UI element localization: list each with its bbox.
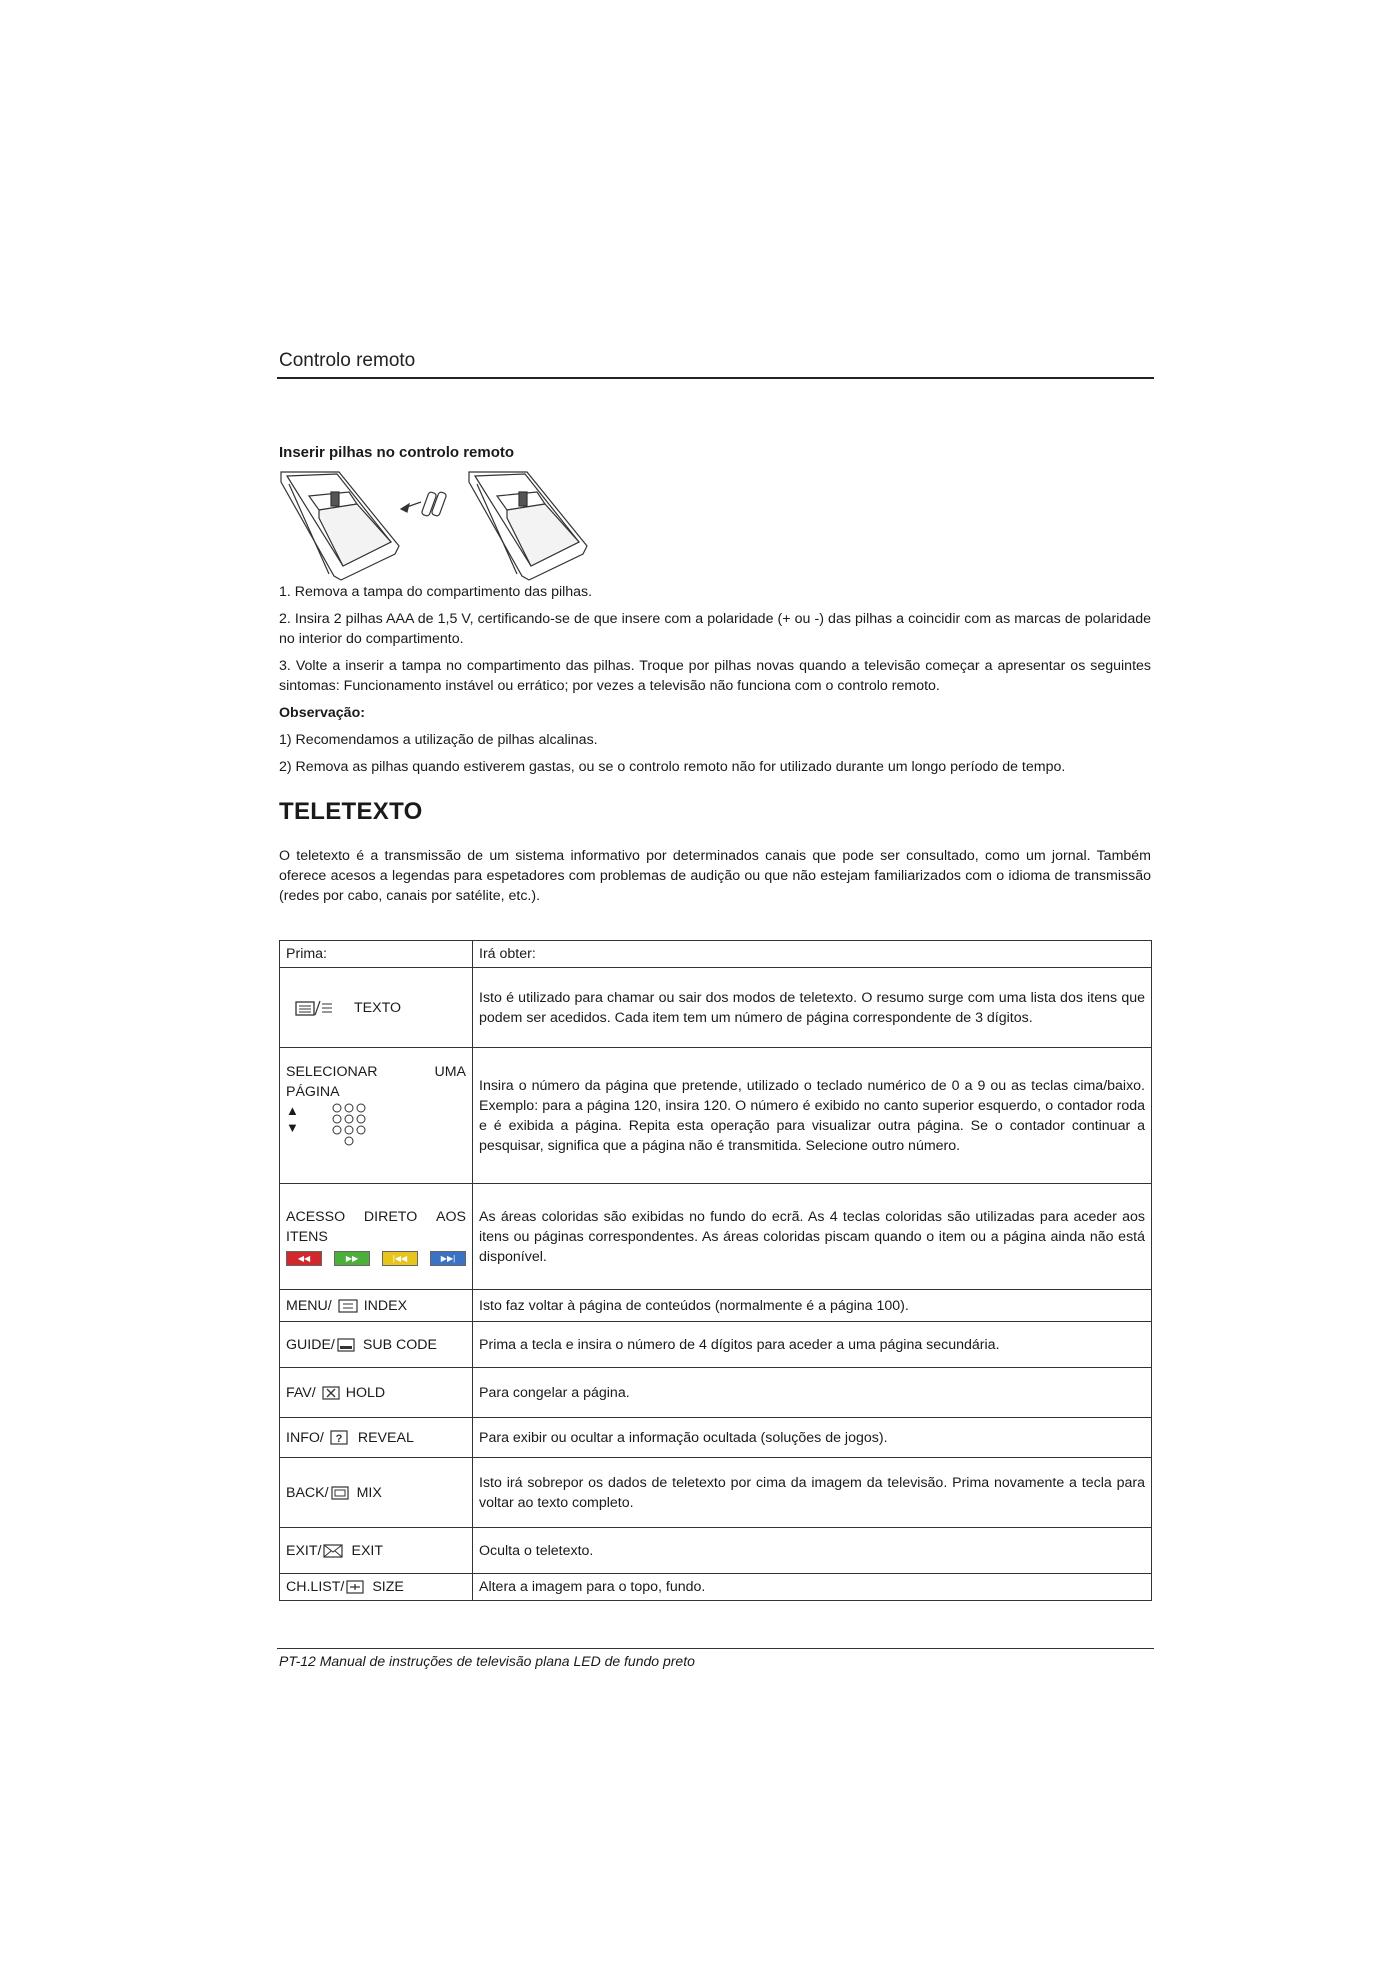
info-key-prefix: INFO/ [286,1429,324,1446]
text-key [286,998,466,1018]
text-key-label: TEXTO [354,999,402,1016]
numeric-keypad-icon [327,1102,377,1148]
select-label-c: PÁGINA [286,1084,340,1100]
index-icon [338,1299,358,1313]
note-title: Observação: [279,705,365,721]
table-row [280,968,1152,1048]
text-key-desc: Isto é utilizado para chamar ou sair dos modos de teletexto. O resumo surge com uma lista dos itens que podem ser acedidos. Cada item tem um número de página correspondente de 3 dígitos. [473,968,1152,1048]
chlist-key-desc: Altera a imagem para o topo, fundo. [473,1574,1152,1601]
down-arrow-icon: ▼ [286,1120,299,1135]
table-header-row [280,941,1152,968]
battery-insert-illustration [279,470,599,582]
column-header-result: Irá obter: [473,941,1152,968]
info-key-label: REVEAL [357,1429,414,1446]
step-1: 1. Remova a tampa do compartimento das pilhas. [279,584,593,600]
back-key-label: MIX [356,1484,382,1501]
step-3: 3. Volte a inserir a tampa no compartimento das pilhas. Troque por pilhas novas quando a televisão começar a apresentar os seguintes sintomas: Funcionamento instável ou errático; por vezes a televisão não funciona com o controlo remoto. [279,658,1151,694]
table-row [280,1528,1152,1574]
chlist-key-label: SIZE [372,1579,404,1595]
table-row [280,1418,1152,1458]
red-key-icon: ◀◀ [286,1251,322,1266]
teletext-icon [286,998,334,1018]
section-header: Controlo remoto [279,350,416,371]
teletext-table [279,940,1152,1601]
guide-key-prefix: GUIDE/ [286,1336,335,1353]
table-row [280,1322,1152,1368]
table-row [280,1184,1152,1290]
remote-closed-illustration [469,472,587,580]
hold-icon [322,1386,340,1400]
chlist-key-prefix: CH.LIST/ [286,1579,345,1595]
size-icon [346,1580,364,1594]
teletext-title: TELETEXTO [279,798,423,825]
blue-key-icon: ▶▶| [430,1251,466,1266]
color-keys [286,1251,466,1266]
teletext-intro: O teletexto é a transmissão de um sistema informativo por determinados canais que pode ser consultado, como um jornal. Também oferece acesos a legendas para espetadores com problemas de audição ou que não estejam familiarizados com o idioma de transmissão (redes por cabo, canais por satélite, etc.). [279,848,1151,904]
exit-key-label: EXIT [351,1542,384,1559]
menu-key-desc: Isto faz voltar à página de conteúdos (normalmente é a página 100). [473,1290,1152,1322]
subcode-icon [337,1338,355,1352]
header-divider [277,377,1154,379]
exit-key-desc: Oculta o teletexto. [473,1528,1152,1574]
direct-label-b: DIRETO [363,1209,418,1225]
green-key-icon: ▶▶ [334,1251,370,1266]
select-label-a: SELECIONAR [286,1064,378,1080]
back-key-prefix: BACK/ [286,1484,329,1501]
select-label-b: UMA [434,1064,466,1080]
battery-steps [279,582,1151,784]
guide-key-desc: Prima a tecla e insira o número de 4 dígitos para aceder a uma página secundária. [473,1322,1152,1368]
battery-heading: Inserir pilhas no controlo remoto [279,444,515,461]
page-footer: PT-12 Manual de instruções de televisão plana LED de fundo preto [279,1653,695,1669]
direct-label-c: AOS [436,1209,466,1225]
table-row [280,1290,1152,1322]
menu-key-label: INDEX [363,1297,408,1314]
yellow-key-icon: |◀◀ [382,1251,418,1266]
battery-icon [401,491,447,516]
note-1: 1) Recomendamos a utilização de pilhas alcalinas. [279,732,598,748]
table-row [280,1574,1152,1601]
footer-divider [277,1648,1154,1649]
info-key-desc: Para exibir ou ocultar a informação ocultada (soluções de jogos). [473,1418,1152,1458]
step-2: 2. Insira 2 pilhas AAA de 1,5 V, certificando-se de que insere com a polaridade (+ ou -) das pilhas a coincidir com as marcas de polaridade no interior do compartimento. [279,611,1151,647]
exit-key-prefix: EXIT/ [286,1542,322,1559]
reveal-icon [330,1430,348,1446]
svg-text:?: ? [335,1432,343,1445]
fav-key-label: HOLD [345,1384,386,1401]
up-arrow-icon: ▲ [286,1103,299,1118]
direct-access-desc: As áreas coloridas são exibidas no fundo do ecrã. As 4 teclas coloridas são utilizadas para aceder aos itens ou páginas correspondentes. As áreas coloridas piscam quando o item ou a página ainda não está disponível. [473,1184,1152,1290]
column-header-press: Prima: [280,941,473,968]
mix-icon [331,1486,349,1500]
note-2: 2) Remova as pilhas quando estiverem gastas, ou se o controlo remoto não for utilizado durante um longo período de tempo. [279,759,1066,775]
exit-icon [323,1544,343,1558]
guide-key-label: SUB CODE [362,1336,437,1353]
fav-key-prefix: FAV/ [286,1384,316,1401]
fav-key-desc: Para congelar a página. [473,1368,1152,1418]
direct-label-a: ACESSO [286,1209,346,1225]
table-row [280,1048,1152,1184]
direct-label-d: ITENS [286,1229,328,1245]
remote-open-illustration [281,472,399,580]
menu-key-prefix: MENU/ [286,1297,332,1314]
select-page-desc: Insira o número da página que pretende, utilizado o teclado numérico de 0 a 9 ou as teclas cima/baixo. Exemplo: para a página 120, insira 120. O número é exibido no canto superior esquerdo, o contador roda e é exibida a página. Repita esta operação para visualizar outra página. Se o contador continuar a pesquisar, significa que a página não é transmitida. Selecione outro número. [473,1048,1152,1184]
table-row [280,1368,1152,1418]
back-key-desc: Isto irá sobrepor os dados de teletexto por cima da imagem da televisão. Prima novamente a tecla para voltar ao texto completo. [473,1458,1152,1528]
table-row [280,1458,1152,1528]
